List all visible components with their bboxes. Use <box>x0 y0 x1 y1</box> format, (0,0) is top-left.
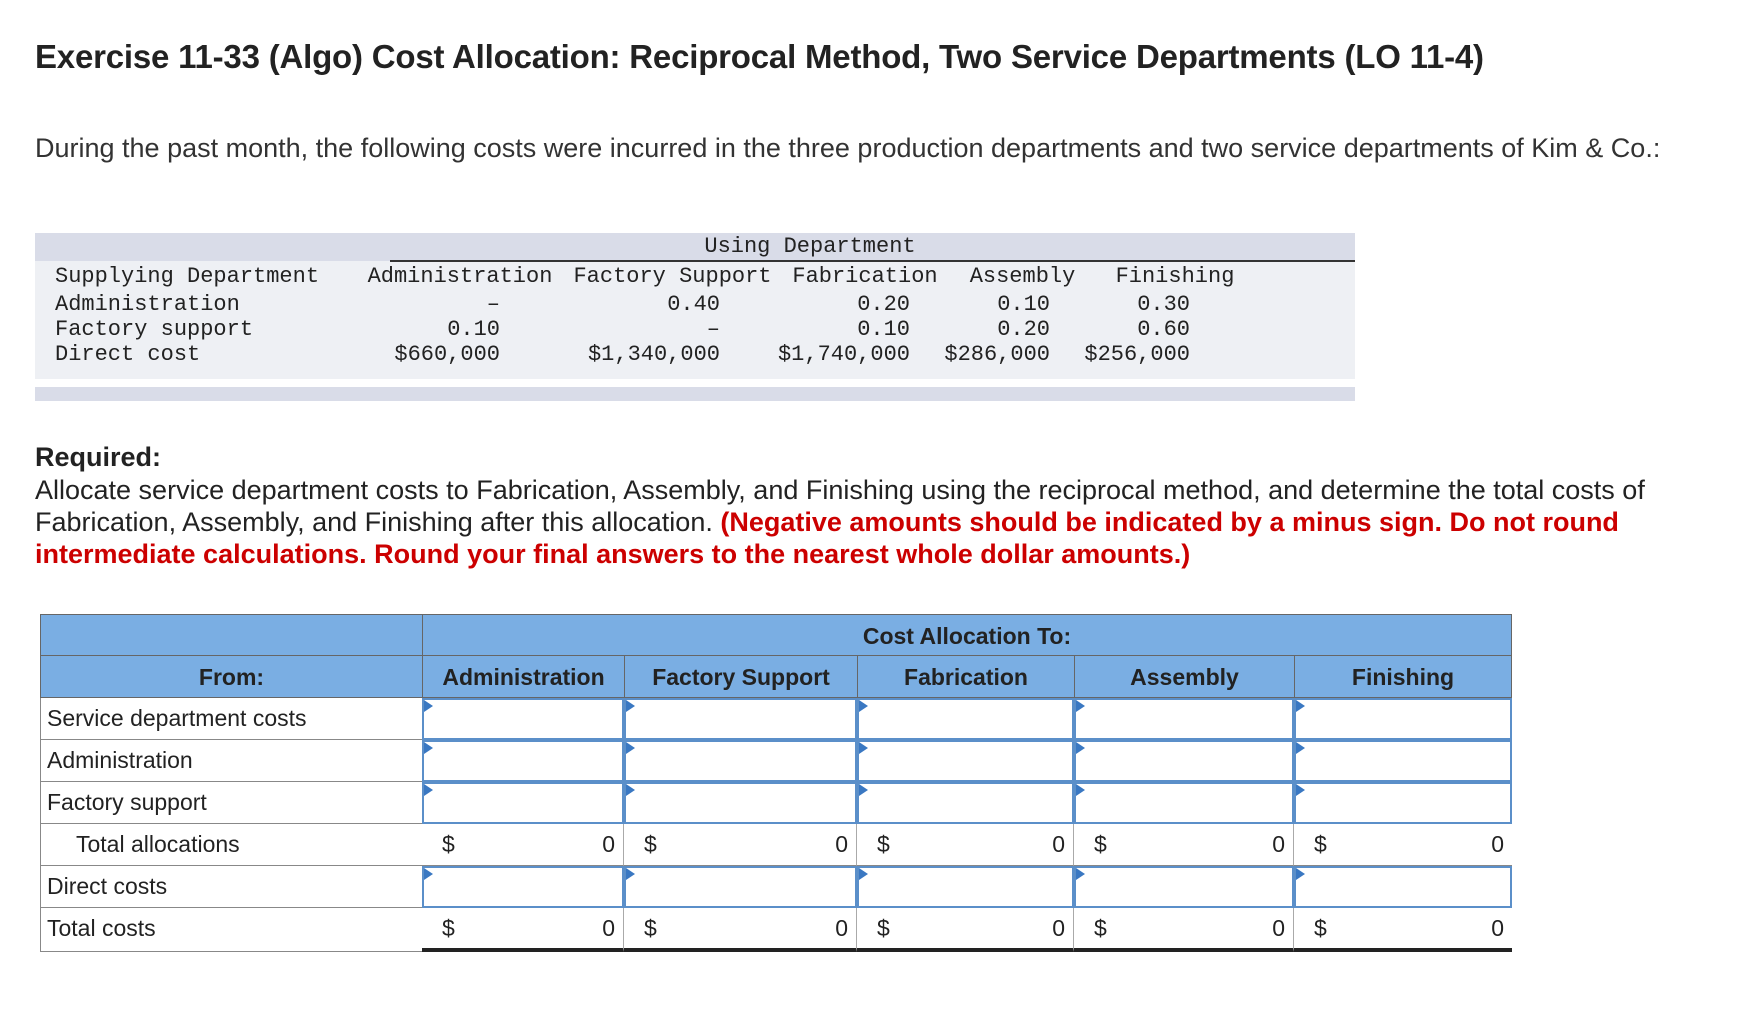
supplying-department-header: Supplying Department <box>55 264 320 289</box>
ref-cell: 0.10 <box>857 317 910 342</box>
ref-row-label: Direct cost <box>55 342 201 367</box>
ref-col-assembly: Assembly <box>969 264 1076 289</box>
row-label-service-department-costs: Service department costs <box>40 698 422 740</box>
input-direct-factory-support[interactable] <box>624 866 857 908</box>
ref-cell: 0.30 <box>1137 292 1190 317</box>
ref-cell: 0.60 <box>1137 317 1190 342</box>
input-admin-finishing[interactable] <box>1294 740 1512 782</box>
using-department-header: Using Department <box>704 234 916 259</box>
ref-row-label: Factory support <box>55 317 254 342</box>
input-direct-admin[interactable] <box>422 866 624 908</box>
ref-cell: 0.10 <box>997 292 1050 317</box>
required-text <box>35 474 1715 570</box>
total-allocations-assembly: $ 0 <box>1074 824 1294 866</box>
input-service-fabrication[interactable] <box>857 698 1074 740</box>
input-factory-fabrication[interactable] <box>857 782 1074 824</box>
total-allocations-finishing: $ 0 <box>1294 824 1512 866</box>
ref-cell: $1,740,000 <box>777 342 910 367</box>
row-label-factory-support: Factory support <box>40 782 422 824</box>
ref-cell: 0.10 <box>447 317 500 342</box>
ref-col-administration: Administration <box>367 264 553 289</box>
input-direct-fabrication[interactable] <box>857 866 1074 908</box>
total-costs-assembly: $ 0 <box>1074 908 1294 952</box>
total-costs-admin: $ 0 <box>422 908 624 952</box>
ref-cell: $660,000 <box>394 342 500 367</box>
required-heading: Required: <box>35 442 162 472</box>
col-finishing: Finishing <box>1294 656 1512 698</box>
reference-table <box>35 233 1355 401</box>
ref-col-factory-support: Factory Support <box>573 264 772 289</box>
ref-cell: $286,000 <box>944 342 1050 367</box>
intro-text: During the past month, the following costs were incurred in the three production departments and two service departments of Kim & Co.: <box>35 133 1661 163</box>
input-service-finishing[interactable] <box>1294 698 1512 740</box>
ref-cell: – <box>706 317 720 342</box>
ref-cell: 0.20 <box>857 292 910 317</box>
required-instructions: (Negative amounts should be indicated by a minus sign. Do not round intermediate calculations. Round your final answers to the nearest whole dollar amounts.) <box>35 507 1619 569</box>
total-costs-fabrication: $ 0 <box>857 908 1074 952</box>
page-title: Exercise 11-33 (Algo) Cost Allocation: Reciprocal Method, Two Service Departments (LO 11-4) <box>35 38 1484 75</box>
input-service-admin[interactable] <box>422 698 624 740</box>
ref-row-label: Administration <box>55 292 240 317</box>
ref-col-finishing: Finishing <box>1115 264 1235 289</box>
from-header: From: <box>40 656 422 698</box>
input-service-factory-support[interactable] <box>624 698 857 740</box>
input-direct-finishing[interactable] <box>1294 866 1512 908</box>
input-factory-factory-support[interactable] <box>624 782 857 824</box>
ref-cell: 0.20 <box>997 317 1050 342</box>
input-admin-factory-support[interactable] <box>624 740 857 782</box>
ref-cell: – <box>486 292 500 317</box>
input-factory-admin[interactable] <box>422 782 624 824</box>
ref-cell: $256,000 <box>1084 342 1190 367</box>
row-label-administration: Administration <box>40 740 422 782</box>
input-direct-assembly[interactable] <box>1074 866 1294 908</box>
total-costs-factory-support: $ 0 <box>624 908 857 952</box>
row-label-direct-costs: Direct costs <box>40 866 422 908</box>
col-fabrication: Fabrication <box>857 656 1074 698</box>
answer-table <box>40 614 1512 953</box>
input-admin-admin[interactable] <box>422 740 624 782</box>
input-factory-finishing[interactable] <box>1294 782 1512 824</box>
input-service-assembly[interactable] <box>1074 698 1294 740</box>
required-body: Allocate service department costs to Fabrication, Assembly, and Finishing using the reciprocal method, and determine the total costs of Fabrication, Assembly, and Finishing after this allocation. <box>35 475 1645 537</box>
col-administration: Administration <box>422 656 624 698</box>
total-allocations-fabrication: $ 0 <box>857 824 1074 866</box>
row-label-total-costs: Total costs <box>40 908 422 952</box>
cost-allocation-header: Cost Allocation To: <box>422 614 1512 656</box>
col-assembly: Assembly <box>1074 656 1294 698</box>
total-allocations-admin: $ 0 <box>422 824 624 866</box>
input-admin-assembly[interactable] <box>1074 740 1294 782</box>
col-factory-support: Factory Support <box>624 656 857 698</box>
input-admin-fabrication[interactable] <box>857 740 1074 782</box>
total-costs-finishing: $ 0 <box>1294 908 1512 952</box>
ref-cell: 0.40 <box>667 292 720 317</box>
ref-col-fabrication: Fabrication <box>792 264 938 289</box>
ref-cell: $1,340,000 <box>587 342 720 367</box>
total-allocations-factory-support: $ 0 <box>624 824 857 866</box>
input-factory-assembly[interactable] <box>1074 782 1294 824</box>
row-label-total-allocations: Total allocations <box>40 824 422 866</box>
